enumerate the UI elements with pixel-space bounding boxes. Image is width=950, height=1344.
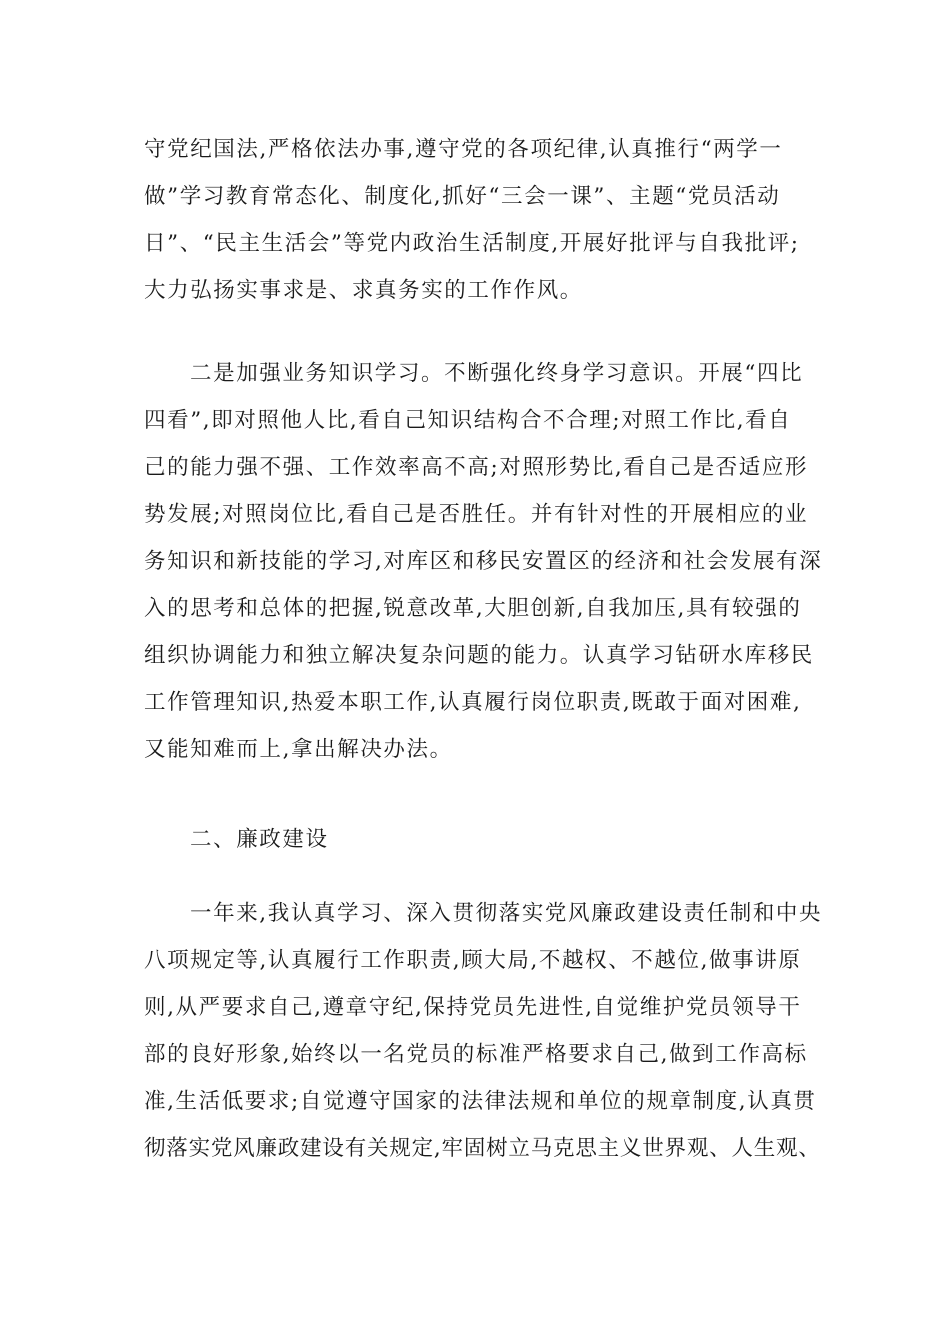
text-line: 准,生活低要求;自觉遵守国家的法律法规和单位的规章制度,认真贯 <box>144 1089 817 1114</box>
paragraph-integrity <box>144 890 824 1172</box>
text-line: 部的良好形象,始终以一名党员的标准严格要求自己,做到工作高标 <box>144 1042 808 1067</box>
text-line: 工作管理知识,热爱本职工作,认真履行岗位职责,既敢于面对困难, <box>144 690 802 715</box>
text-line: 八项规定等,认真履行工作职责,顾大局,不越权、不越位,做事讲原 <box>144 948 802 973</box>
text-line: 务知识和新技能的学习,对库区和移民安置区的经济和社会发展有深 <box>144 549 823 574</box>
text-line: 守党纪国法,严格依法办事,遵守党的各项纪律,认真推行“两学一 <box>144 137 783 162</box>
text-line: 二是加强业务知识学习。不断强化终身学习意识。开展“四比 <box>190 361 804 386</box>
text-line: 大力弘扬实事求是、求真务实的工作作风。 <box>144 278 583 303</box>
text-line: 四看”,即对照他人比,看自己知识结构合不合理;对照工作比,看自 <box>144 408 792 433</box>
text-line: 组织协调能力和独立解决复杂问题的能力。认真学习钻研水库移民 <box>144 643 814 668</box>
text-line: 己的能力强不强、工作效率高不高;对照形势比,看自己是否适应形 <box>144 455 809 480</box>
text-line: 势发展;对照岗位比,看自己是否胜任。并有针对性的开展相应的业 <box>144 502 809 527</box>
paragraph-party-discipline <box>144 126 824 314</box>
text-line: 则,从严要求自己,遵章守纪,保持党员先进性,自觉维护党员领导干 <box>144 995 802 1020</box>
text-line: 又能知难而上,拿出解决办法。 <box>144 737 453 762</box>
text-line: 做”学习教育常态化、制度化,抓好“三会一课”、主题“党员活动 <box>144 184 781 209</box>
text-line: 一年来,我认真学习、深入贯彻落实党风廉政建设责任制和中央 <box>190 901 823 926</box>
text-line: 日”、“民主生活会”等党内政治生活制度,开展好批评与自我批评; <box>144 231 800 256</box>
section-heading: 二、廉政建设 <box>190 827 329 852</box>
text-line: 彻落实党风廉政建设有关规定,牢固树立马克思主义世界观、人生观、 <box>144 1136 821 1161</box>
paragraph-business-study <box>144 350 824 773</box>
section-heading-integrity <box>144 816 824 863</box>
text-line: 入的思考和总体的把握,锐意改革,大胆创新,自我加压,具有较强的 <box>144 596 802 621</box>
